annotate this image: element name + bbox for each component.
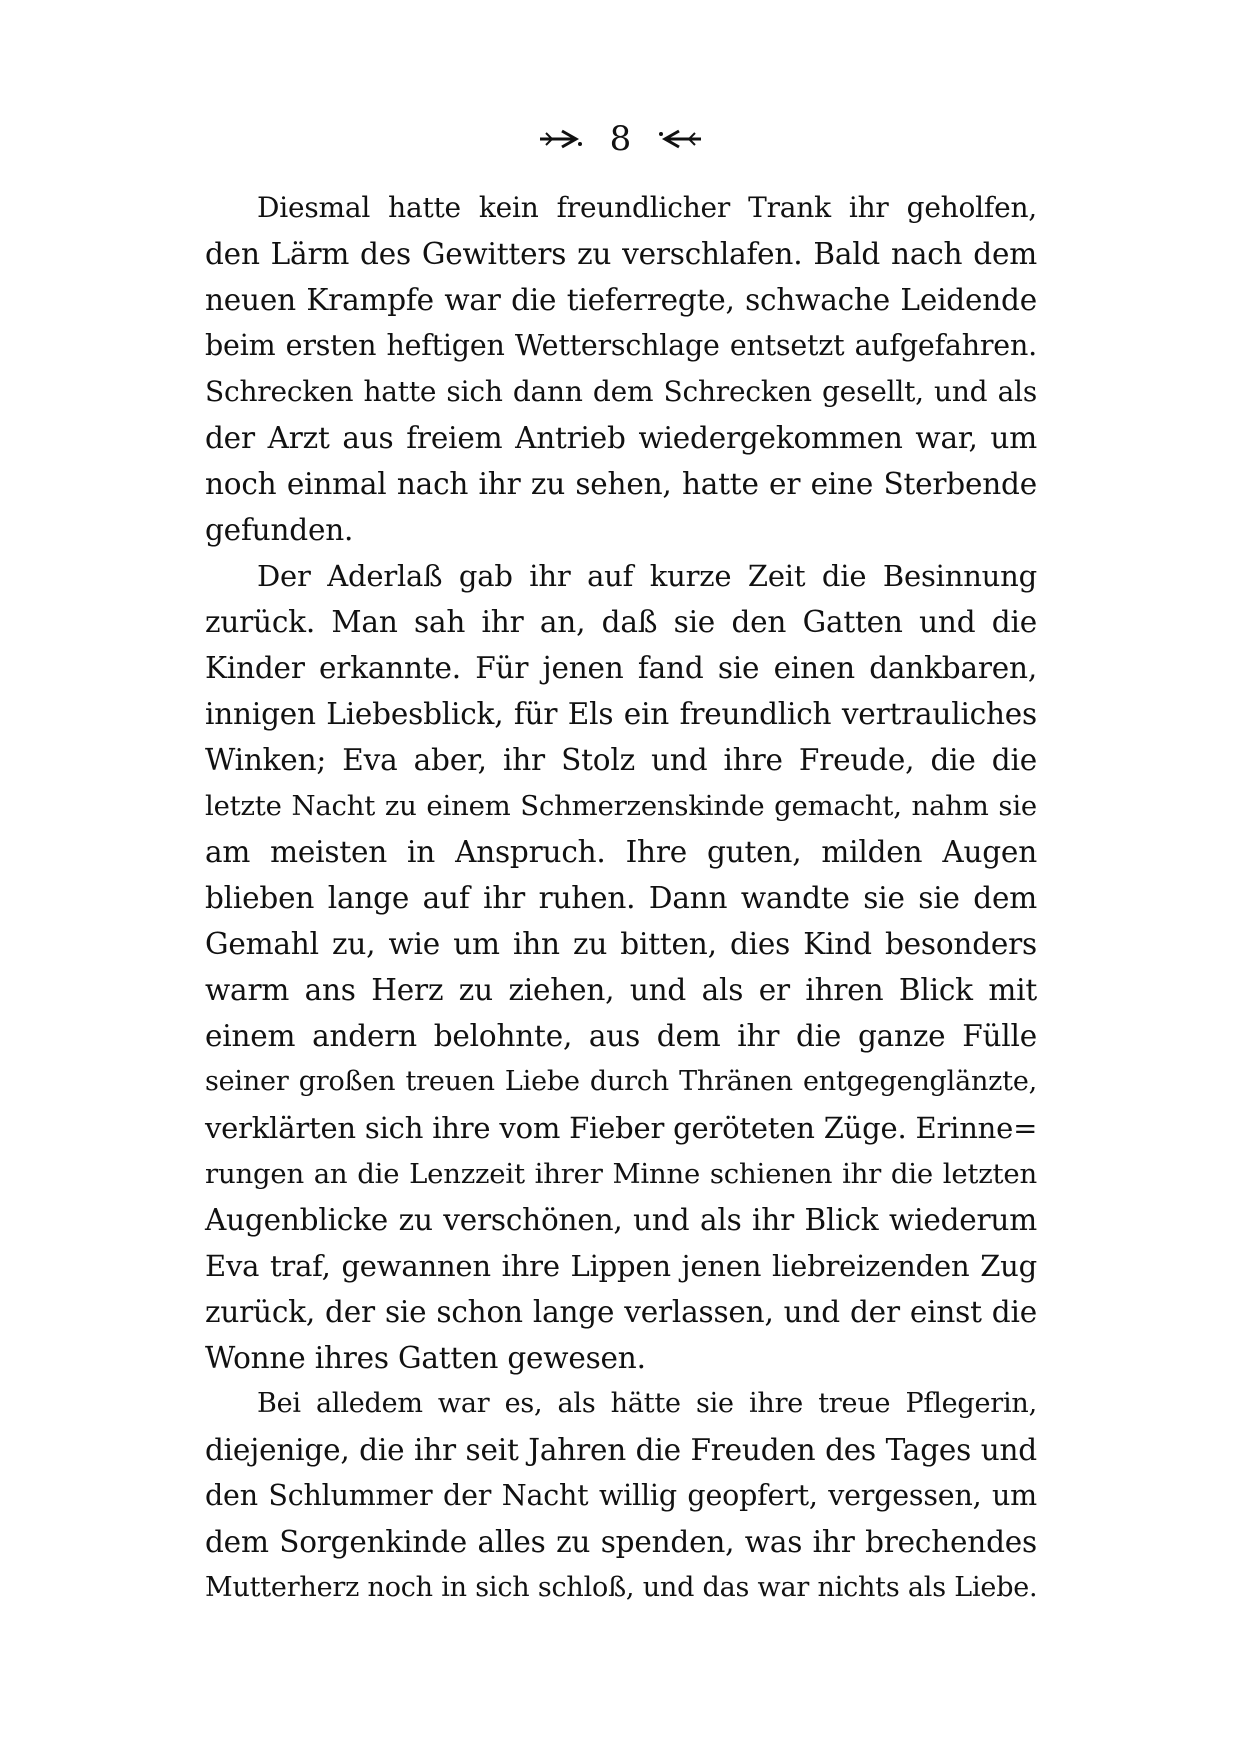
text-line: warm ans Herz zu ziehen, und als er ihren Blick mit bbox=[205, 973, 1037, 1007]
text-line: gefunden. bbox=[205, 513, 354, 547]
text-line: Gemahl zu, wie um ihn zu bitten, dies Kind besonders bbox=[205, 927, 1037, 961]
text-line: am meisten in Anspruch. Ihre guten, milden Augen bbox=[205, 835, 1037, 869]
text-line: Bei alledem war es, als hätte sie ihre treue Pflegerin, bbox=[257, 1388, 1037, 1419]
text-line: einem andern belohnte, aus dem ihr die ganze Fülle bbox=[205, 1019, 1037, 1053]
text-line: seiner großen treuen Liebe durch Thränen entgegenglänzte, bbox=[205, 1066, 1037, 1097]
text-line: Wonne ihres Gatten gewesen. bbox=[205, 1341, 646, 1375]
text-line: verklärten sich ihre vom Fieber geröteten Züge. Erinne= bbox=[205, 1111, 1038, 1145]
text-line: Mutterherz noch in sich schloß, und das war nichts als Liebe. bbox=[205, 1572, 1038, 1603]
text-line: Der Aderlaß gab ihr auf kurze Zeit die Besinnung bbox=[257, 559, 1037, 593]
text-line: beim ersten heftigen Wetterschlage entsetzt aufgefahren. bbox=[205, 329, 1037, 362]
text-line: Augenblicke zu verschönen, und als ihr Blick wiederum bbox=[205, 1203, 1037, 1237]
text-line: innigen Liebesblick, für Els ein freundlich vertrauliches bbox=[205, 697, 1037, 731]
text-line: neuen Krampfe war die tieferregte, schwache Leidende bbox=[205, 283, 1037, 317]
text-line: Winken; Eva aber, ihr Stolz und ihre Freude, die die bbox=[205, 743, 1037, 777]
text-line: letzte Nacht zu einem Schmerzenskinde gemacht, nahm sie bbox=[205, 790, 1037, 822]
page-header bbox=[0, 119, 1241, 159]
text-line: der Arzt aus freiem Antrieb wiedergekommen war, um bbox=[205, 421, 1037, 455]
text-line: Eva traf, gewannen ihre Lippen jenen liebreizenden Zug bbox=[205, 1249, 1037, 1283]
text-line: Schrecken hatte sich dann dem Schrecken gesellt, und als bbox=[205, 375, 1037, 408]
text-line: noch einmal nach ihr zu sehen, hatte er eine Sterbende bbox=[205, 467, 1037, 501]
text-line: dem Sorgenkinde alles zu spenden, was ihr brechendes bbox=[205, 1525, 1037, 1559]
text-line: den Lärm des Gewitters zu verschlafen. Bald nach dem bbox=[205, 237, 1037, 271]
left-arrow-ornament-icon bbox=[538, 128, 584, 150]
page-number: 8 bbox=[609, 119, 632, 159]
text-line: rungen an die Lenzzeit ihrer Minne schienen ihr die letzten bbox=[205, 1158, 1037, 1190]
body-text bbox=[205, 185, 1037, 1611]
text-line: Diesmal hatte kein freundlicher Trank ihr geholfen, bbox=[257, 191, 1037, 224]
text-line: Kinder erkannte. Für jenen fand sie einen dankbaren, bbox=[205, 651, 1037, 685]
text-line: diejenige, die ihr seit Jahren die Freuden des Tages und bbox=[205, 1433, 1037, 1467]
paragraph bbox=[205, 553, 1037, 1381]
right-arrow-ornament-icon bbox=[657, 128, 703, 150]
paragraph bbox=[205, 1381, 1037, 1611]
paragraph bbox=[205, 185, 1037, 553]
text-line: zurück. Man sah ihr an, daß sie den Gatten und die bbox=[205, 605, 1037, 639]
text-line: blieben lange auf ihr ruhen. Dann wandte sie sie dem bbox=[205, 881, 1037, 915]
text-line: zurück, der sie schon lange verlassen, und der einst die bbox=[205, 1295, 1037, 1329]
text-line: den Schlummer der Nacht willig geopfert, vergessen, um bbox=[205, 1479, 1037, 1512]
